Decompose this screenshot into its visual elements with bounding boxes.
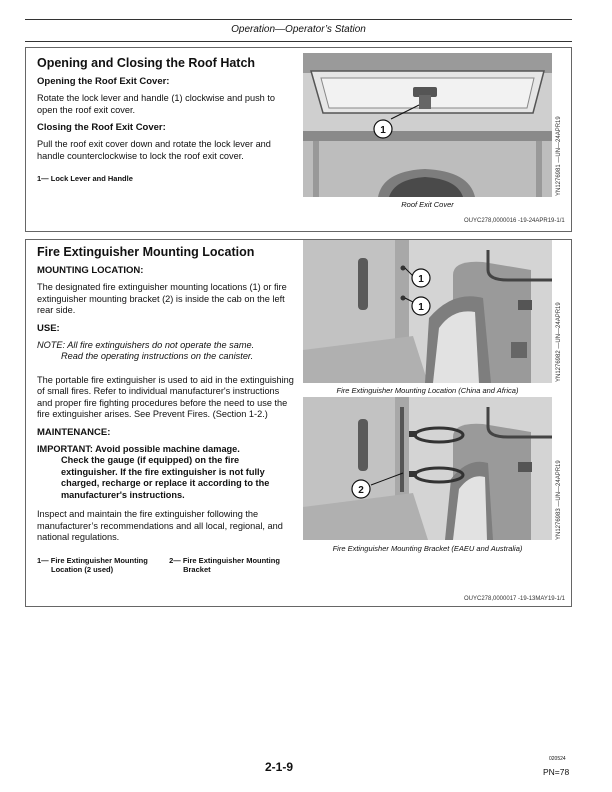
use-note-line2: Read the operating instructions on the canister. bbox=[61, 351, 254, 361]
extinguisher-location-figure bbox=[303, 240, 552, 383]
page-number: 2-1-9 bbox=[265, 760, 294, 774]
fig2-caption: Fire Extinguisher Mounting Bracket (EAEU and Australia) bbox=[332, 544, 523, 553]
extinguisher-location-illustration bbox=[303, 240, 552, 383]
fire-extinguisher-section bbox=[25, 239, 572, 607]
fire-extinguisher-text bbox=[37, 245, 297, 575]
legend-item-2-line2: Bracket bbox=[183, 565, 211, 574]
roof-callout-1: 1 bbox=[380, 125, 386, 136]
roof-figure-caption: Roof Exit Cover bbox=[401, 200, 454, 209]
mounting-heading: MOUNTING LOCATION: bbox=[37, 265, 144, 276]
roof-hatch-section bbox=[25, 47, 572, 232]
legend-item-1 bbox=[37, 556, 167, 575]
use-note-line1: NOTE: All fire extinguishers do not operate the same. bbox=[37, 339, 255, 350]
legend-item-2-line1: 2— Fire Extinguisher Mounting bbox=[169, 555, 280, 565]
footer-code: 020524 bbox=[549, 756, 566, 762]
header-rule-top bbox=[25, 19, 572, 20]
close-cover-text: Pull the roof exit cover down and rotate the lock lever and handle counterclockwise to lock the roof exit cover. bbox=[37, 139, 271, 161]
close-cover-heading: Closing the Roof Exit Cover: bbox=[37, 122, 166, 133]
roof-hatch-text bbox=[37, 56, 297, 184]
fire-section-ref: OUYC278,0000017 -19-13MAY19-1/1 bbox=[464, 596, 565, 602]
legend-item-1-line1: 1— Fire Extinguisher Mounting bbox=[37, 555, 148, 565]
roof-section-ref: OUYC278,0000016 -19-24APR19-1/1 bbox=[464, 218, 565, 224]
roof-exit-cover-illustration bbox=[303, 53, 552, 197]
maintenance-text: Inspect and maintain the fire extinguisher following the manufacturer’s recommendations and all local, regional, and national regulations. bbox=[37, 509, 283, 542]
extinguisher-bracket-figure bbox=[303, 397, 552, 540]
use-text: The portable fire extinguisher is used to aid in the extinguishing of small fires. Refer to individual manufacturer's instructions and proper fire fighting procedures before the need to use the fire extinguisher arises. See Prevent Fires. (Section 1-2.) bbox=[37, 374, 294, 419]
roof-hatch-title: Opening and Closing the Roof Hatch bbox=[37, 56, 256, 70]
roof-exit-cover-figure bbox=[303, 53, 552, 197]
roof-hatch-legend: 1— Lock Lever and Handle bbox=[37, 174, 133, 183]
fig1-callout-1b: 1 bbox=[418, 302, 424, 313]
fire-extinguisher-title: Fire Extinguisher Mounting Location bbox=[37, 245, 255, 259]
roof-figure-id: YN1276981 —UN—24APR19 bbox=[556, 116, 562, 196]
fig1-id: YN1276982 —UN—24APR19 bbox=[556, 302, 562, 382]
footer-pn: PN=78 bbox=[543, 767, 570, 777]
use-note bbox=[37, 340, 297, 363]
open-cover-text: Rotate the lock lever and handle (1) clockwise and push to open the roof exit cover. bbox=[37, 93, 275, 115]
legend-item-1-line2: Location (2 used) bbox=[51, 565, 114, 574]
legend-item-2 bbox=[169, 556, 293, 575]
maintenance-heading: MAINTENANCE: bbox=[37, 426, 111, 438]
use-heading: USE: bbox=[37, 322, 60, 334]
important-rest: Check the gauge (if equipped) on the fire extinguisher. If the fire extinguisher is not fully charged, recharge or replace it according to the manufacturer's instructions. bbox=[61, 455, 270, 500]
fig2-callout-2: 2 bbox=[358, 485, 364, 496]
important-notice bbox=[37, 444, 297, 502]
header-rule-bottom bbox=[25, 41, 572, 42]
extinguisher-bracket-illustration bbox=[303, 397, 552, 540]
open-cover-heading: Opening the Roof Exit Cover: bbox=[37, 76, 170, 87]
important-line1: IMPORTANT: Avoid possible machine damage. bbox=[37, 443, 240, 454]
fire-extinguisher-legend bbox=[37, 556, 297, 575]
mounting-text: The designated fire extinguisher mounting locations (1) or fire extinguisher mounting bracket (2) is inside the cab on the left rear side. bbox=[37, 282, 287, 315]
fig2-id: YN1276983 —UN—24APR19 bbox=[556, 460, 562, 540]
fig1-caption: Fire Extinguisher Mounting Location (China and Africa) bbox=[336, 386, 519, 395]
page-header: Operation—Operator’s Station bbox=[231, 24, 366, 35]
fig1-callout-1a: 1 bbox=[418, 274, 424, 285]
